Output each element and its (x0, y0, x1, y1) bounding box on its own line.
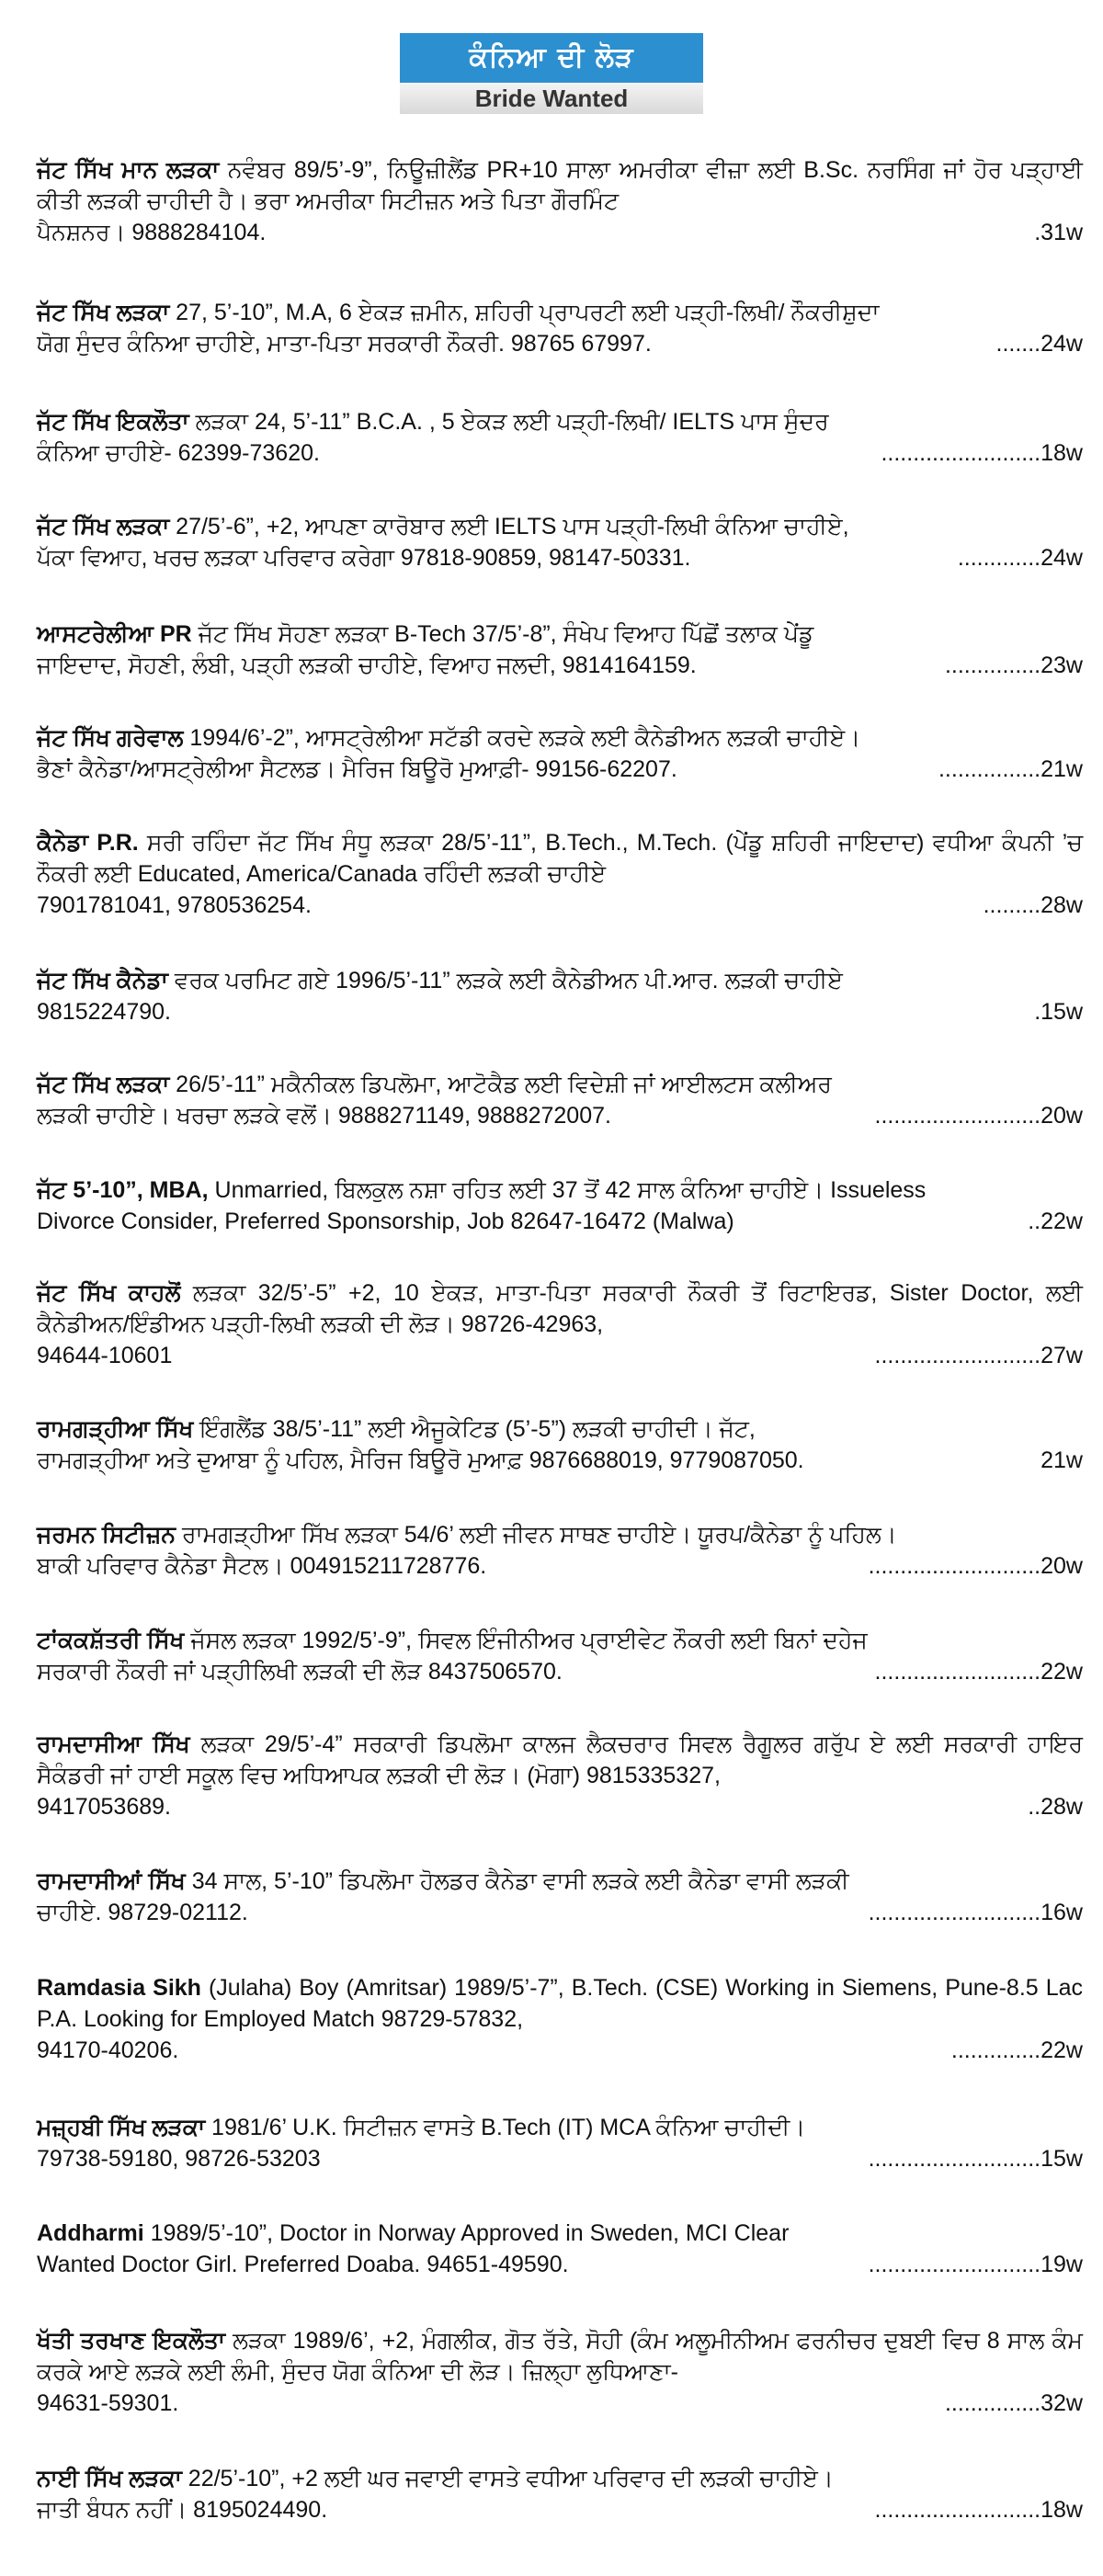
ad-entry (37, 1866, 1085, 1928)
ad-entry (37, 827, 1085, 921)
ad-body: ਲੜਕਾ 24, 5’-11” B.C.A. , 5 ਏਕੜ ਲਈ ਪੜ੍ਹੀ-ਲਿਖੀ/ IELTS ਪਾਸ ਸੁੰਦਰ (188, 409, 829, 435)
ad-code: 20w (1040, 1103, 1083, 1129)
ad-text (37, 1277, 1083, 1340)
ad-footer-line (37, 2249, 1083, 2280)
ad-heading: ਜੱਟ ਸਿੱਖ ਕੈਨੇਡਾ (37, 968, 168, 993)
ad-body: (Julaha) Boy (Amritsar) 1989/5’-7”, B.Tech. (CSE) Working in Siemens, Pune-8.5 Lac P.A. Looking for Employed Match 98729-57832, (37, 1975, 1084, 2032)
ad-contact: ਸਰਕਾਰੀ ਨੌਕਰੀ ਜਾਂ ਪੜ੍ਹੀਲਿਖੀ ਲੜਕੀ ਦੀ ਲੋੜ 8437506570. (37, 1659, 563, 1685)
ad-text (37, 511, 1083, 542)
ad-heading: ਰਾਮਦਾਸੀਆਂ ਸਿੱਖ (37, 1868, 186, 1894)
dot-leader: ........................... (868, 2252, 1041, 2277)
ad-body: 27, 5’-10”, M.A, 6 ਏਕੜ ਜ਼ਮੀਨ, ਸ਼ਹਿਰੀ ਪ੍ਰਾਪਰਟੀ ਲਈ ਪੜ੍ਹੀ-ਲਿਖੀ/ ਨੌਕਰੀਸ਼ੁਦਾ (169, 300, 880, 325)
ad-contact: 79738-59180, 98726-53203 (37, 2146, 321, 2172)
ad-code: 28w (1040, 1794, 1083, 1820)
ad-contact: 94644-10601 (37, 1343, 173, 1368)
ad-heading: ਜੱਟ ਸਿੱਖ ਲੜਕਾ (37, 300, 170, 325)
ad-code: 27w (1040, 1343, 1083, 1368)
ad-footer-line (37, 1656, 1083, 1687)
ad-entry (37, 297, 1085, 359)
ad-code: 22w (1040, 2037, 1083, 2063)
ad-body: ਨਵੰਬਰ 89/5’-9”, ਨਿਊਜ਼ੀਲੈਂਡ PR+10 ਸਾਲਾ ਅਮਰੀਕਾ ਵੀਜ਼ਾ ਲਈ B.Sc. ਨਰਸਿੰਗ ਜਾਂ ਹੋਰ ਪੜ੍ਹਾਈ ਕੀਤੀ ਲੜਕੀ ਚਾਹੀਦੀ ਹੈ। ਭਰਾ ਅਮਰੀਕਾ ਸਿਟੀਜ਼ਨ ਅਤੇ ਪਿਤਾ ਗੌਰਮਿੰਟ (37, 157, 1083, 214)
ad-contact: ਜਾਤੀ ਬੰਧਨ ਨਹੀਂ। 8195024490. (37, 2497, 328, 2523)
ad-code: 15w (1040, 2146, 1083, 2172)
ad-body: ਸਰੀ ਰਹਿੰਦਾ ਜੱਟ ਸਿੱਖ ਸੰਧੂ ਲੜਕਾ 28/5’-11”, B.Tech., M.Tech. (ਪੇਂਡੂ ਸ਼ਹਿਰੀ ਜਾਇਦਾਦ) ਵਧੀਆ ਕੰਪਨੀ ’ਚ ਨੌਕਰੀ ਲਈ Educated, America/Canada ਰਹਿੰਦੀ ਲੜਕੀ ਚਾਹੀਏ (37, 830, 1084, 887)
ad-body: 1981/6’ U.K. ਸਿਟੀਜ਼ਨ ਵਾਸਤੇ B.Tech (IT) MCA ਕੰਨਿਆ ਚਾਹੀਦੀ। (205, 2115, 806, 2140)
ad-heading: ਨਾਈ ਸਿੱਖ ਲੜਕਾ (37, 2466, 182, 2491)
ad-text (37, 2218, 1083, 2249)
ad-text (37, 1866, 1083, 1897)
ad-entry (37, 1972, 1085, 2066)
ad-body: ਲੜਕਾ 29/5’-4” ਸਰਕਾਰੀ ਡਿਪਲੋਮਾ ਕਾਲਜ ਲੈਕਚਰਾਰ ਸਿਵਲ ਰੈਗੂਲਰ ਗਰੁੱਪ ਏ ਲਈ ਸਰਕਾਰੀ ਹਾਇਰ ਸੈਕੰਡਰੀ ਜਾਂ ਹਾਈ ਸਕੂਲ ਵਿਚ ਅਧਿਆਪਕ ਲੜਕੀ ਦੀ ਲੋੜ। (ਮੋਗਾ) 9815335327, (37, 1731, 1083, 1788)
dot-leader: ............... (944, 2390, 1041, 2416)
ad-contact: ਪੈਨਸ਼ਨਰ। 9888284104. (37, 220, 267, 245)
dot-leader: .. (1028, 1794, 1041, 1820)
ad-footer-line (37, 2388, 1083, 2419)
ad-heading: ਜੱਟ ਸਿੱਖ ਲੜਕਾ (37, 1072, 170, 1097)
ad-code: 24w (1040, 331, 1083, 357)
dot-leader: ............... (944, 653, 1041, 678)
ad-code: 28w (1040, 892, 1083, 918)
ad-body: ਲੜਕਾ 1989/6’, +2, ਮੰਗਲੀਕ, ਗੋਤ ਰੱਤੇ, ਸੋਹੀ (ਕੰਮ ਅਲੂਮੀਨੀਅਮ ਫਰਨੀਚਰ ਦੁਬਈ ਵਿਚ 8 ਸਾਲ ਕੰਮ ਕਰਕੇ ਆਏ ਲੜਕੇ ਲਈ ਲੰਮੀ, ਸੁੰਦਰ ਯੋਗ ਕੰਨਿਆ ਦੀ ਲੋੜ। ਜ਼ਿਲ੍ਹਾ ਲੁਧਿਆਣਾ- (37, 2328, 1083, 2385)
ad-footer-line (37, 2494, 1083, 2525)
ad-footer-line (37, 650, 1083, 681)
ad-text (37, 827, 1083, 890)
ad-text (37, 1413, 1083, 1445)
ad-heading: Ramdasia Sikh (37, 1975, 201, 2001)
ad-contact: ਕੰਨਿਆ ਚਾਹੀਏ- 62399-73620. (37, 440, 320, 466)
ad-code: 18w (1040, 2497, 1083, 2523)
ad-contact: ਜਾਇਦਾਦ, ਸੋਹਣੀ, ਲੰਬੀ, ਪੜ੍ਹੀ ਲੜਕੀ ਚਾਹੀਏ, ਵਿਆਹ ਜਲਦੀ, 9814164159. (37, 653, 697, 678)
ad-entry (37, 722, 1085, 785)
ad-code: 20w (1040, 1553, 1083, 1579)
ad-footer-line (37, 1100, 1083, 1131)
ad-heading: ਮਜ਼੍ਹਬੀ ਸਿੱਖ ਲੜਕਾ (37, 2115, 206, 2140)
ad-footer-line (37, 2143, 1083, 2174)
ad-code: 21w (1040, 756, 1083, 782)
ad-text (37, 1972, 1083, 2035)
ad-heading: ਖੱਤੀ ਤਰਖਾਣ ਇਕਲੌਤਾ (37, 2328, 226, 2354)
section-title: ਕੰਨਿਆ ਦੀ ਲੋੜ (400, 33, 703, 83)
ad-entry (37, 1277, 1085, 1371)
ad-entry (37, 154, 1085, 248)
dot-leader: ........................... (868, 1900, 1041, 1925)
ad-code: 16w (1040, 1900, 1083, 1925)
ad-text (37, 1625, 1083, 1656)
ad-heading: ਜੱਟ ਸਿੱਖ ਇਕਲੌਤਾ (37, 409, 189, 435)
ad-heading: ਜੱਟ 5’-10”, MBA, (37, 1177, 209, 1203)
ad-body: ਲੜਕਾ 32/5’-5” +2, 10 ਏਕੜ, ਮਾਤਾ-ਪਿਤਾ ਸਰਕਾਰੀ ਨੌਕਰੀ ਤੋਂ ਰਿਟਾਇਰਡ, Sister Doctor, ਲਈ ਕੈਨੇਡੀਅਨ/ਇੰਡੀਅਨ ਪੜ੍ਹੀ-ਲਿਖੀ ਲੜਕੀ ਦੀ ਲੋੜ। 98726-42963, (37, 1280, 1083, 1337)
dot-leader: .......................... (874, 1343, 1041, 1368)
ad-code: 19w (1040, 2252, 1083, 2277)
ad-contact: 94631-59301. (37, 2390, 179, 2416)
ad-body: ਜੱਟ ਸਿੱਖ ਸੋਹਣਾ ਲੜਕਾ B-Tech 37/5’-8”, ਸੰਖੇਪ ਵਿਆਹ ਪਿੱਛੋਂ ਤਲਾਕ ਪੇਂਡੂ (191, 621, 814, 647)
ad-body: ਵਰਕ ਪਰਮਿਟ ਗਏ 1996/5’-11” ਲੜਕੇ ਲਈ ਕੈਨੇਡੀਅਨ ਪੀ.ਆਰ. ਲੜਕੀ ਚਾਹੀਏ (167, 968, 843, 993)
ad-contact: 9815224790. (37, 999, 171, 1025)
ad-code: 22w (1040, 1659, 1083, 1685)
ad-footer-line (37, 996, 1083, 1027)
ad-footer-line (37, 328, 1083, 359)
ad-contact: ਪੱਕਾ ਵਿਆਹ, ਖਰਚ ਲੜਕਾ ਪਰਿਵਾਰ ਕਰੇਗਾ 97818-90859, 98147-50331. (37, 545, 691, 571)
ad-body: ਇੰਗਲੈਂਡ 38/5’-11” ਲਈ ਐਜੂਕੇਟਿਡ (5’-5”) ਲੜਕੀ ਚਾਹੀਦੀ। ਜੱਟ, (193, 1416, 756, 1442)
ad-contact: ਚਾਹੀਏ. 98729-02112. (37, 1900, 248, 1925)
ad-text (37, 406, 1083, 437)
ad-heading: ਜੱਟ ਸਿੱਖ ਕਾਹਲੋਂ (37, 1280, 181, 1306)
ad-entry (37, 1069, 1085, 1131)
ad-entry (37, 2218, 1085, 2280)
ad-text (37, 965, 1083, 996)
ad-footer-line (37, 1791, 1083, 1822)
ad-entry (37, 618, 1085, 681)
ad-code: 22w (1040, 1209, 1083, 1234)
dot-leader: .......................... (874, 1103, 1041, 1129)
ad-code: 24w (1040, 545, 1083, 571)
ad-footer-line (37, 1340, 1083, 1371)
ad-contact: ਭੈਣਾਂ ਕੈਨੇਡਾ/ਆਸਟ੍ਰੇਲੀਆ ਸੈਟਲਡ। ਮੈਰਿਜ ਬਿਊਰੋ ਮੁਆਫ਼ੀ- 99156-62207. (37, 756, 677, 782)
ad-heading: ਰਾਮਦਾਸੀਆ ਸਿੱਖ (37, 1731, 190, 1757)
ad-contact: Wanted Doctor Girl. Preferred Doaba. 94651-49590. (37, 2252, 569, 2277)
ad-footer-line (37, 1550, 1083, 1582)
dot-leader: ................ (938, 756, 1041, 782)
ad-entry (37, 1413, 1085, 1476)
ad-text (37, 1069, 1083, 1100)
ad-contact: 7901781041, 9780536254. (37, 892, 312, 918)
ad-heading: ਜੱਟ ਸਿੱਖ ਲੜਕਾ (37, 514, 170, 539)
ad-contact: ਰਾਮਗੜ੍ਹੀਆ ਅਤੇ ਦੁਆਬਾ ਨੂੰ ਪਹਿਲ, ਮੈਰਿਜ ਬਿਊਰੋ ਮੁਆਫ਼ 9876688019, 9779087050. (37, 1447, 804, 1473)
ad-text (37, 154, 1083, 217)
ad-code: .31w (1034, 220, 1083, 245)
ad-contact: ਲੜਕੀ ਚਾਹੀਏ। ਖਰਚਾ ਲੜਕੇ ਵਲੋਂ। 9888271149, 9888272007. (37, 1103, 611, 1129)
ad-text (37, 2463, 1083, 2494)
ad-entry (37, 2463, 1085, 2525)
ad-contact: ਬਾਕੀ ਪਰਿਵਾਰ ਕੈਨੇਡਾ ਸੈਟਲ। 004915211728776. (37, 1553, 487, 1579)
ad-heading: ਆਸਟਰੇਲੀਆ PR (37, 621, 192, 647)
ad-heading: Addharmi (37, 2220, 144, 2246)
ad-text (37, 1729, 1083, 1791)
ad-contact: 94170-40206. (37, 2037, 179, 2063)
ad-footer-line (37, 437, 1083, 469)
ad-footer-line (37, 754, 1083, 785)
dot-leader: ....... (995, 331, 1041, 357)
ad-entry (37, 965, 1085, 1027)
ad-entry (37, 511, 1085, 573)
ad-heading: ਜੱਟ ਸਿੱਖ ਮਾਨ ਲੜਕਾ (37, 157, 220, 183)
ad-entry (37, 1729, 1085, 1822)
dot-leader: ......................... (881, 440, 1041, 466)
dot-leader: ......... (983, 892, 1041, 918)
ad-body: Unmarried, ਬਿਲਕੁਲ ਨਸ਼ਾ ਰਹਿਤ ਲਈ 37 ਤੋਂ 42 ਸਾਲ ਕੰਨਿਆ ਚਾਹੀਏ। Issueless (208, 1177, 927, 1203)
ad-body: ਜੱਸਲ ਲੜਕਾ 1992/5’-9”, ਸਿਵਲ ਇੰਜੀਨੀਅਰ ਪ੍ਰਾਈਵੇਟ ਨੌਕਰੀ ਲਈ ਬਿਨਾਂ ਦਹੇਜ (184, 1628, 868, 1653)
ad-body: 1989/5’-10”, Doctor in Norway Approved in Sweden, MCI Clear (143, 2220, 790, 2246)
ad-body: 26/5’-11” ਮਕੈਨੀਕਲ ਡਿਪਲੋਮਾ, ਆਟੋਕੈਡ ਲਈ ਵਿਦੇਸ਼ੀ ਜਾਂ ਆਈਲਟਸ ਕਲੀਅਰ (169, 1072, 832, 1097)
dot-leader: ........................... (868, 2146, 1041, 2172)
ad-footer-line (37, 217, 1083, 248)
ad-footer-line (37, 890, 1083, 921)
ad-code: 23w (1040, 653, 1083, 678)
dot-leader: .......................... (874, 2497, 1041, 2523)
ad-heading: ਜੱਟ ਸਿੱਖ ਗਰੇਵਾਲ (37, 725, 184, 751)
ad-footer-line (37, 2035, 1083, 2066)
ad-heading: ਜਰਮਨ ਸਿਟੀਜ਼ਨ (37, 1522, 176, 1548)
ad-entry (37, 2112, 1085, 2174)
ad-text (37, 2112, 1083, 2143)
ad-text (37, 1519, 1083, 1550)
ad-text (37, 2325, 1083, 2388)
ad-footer-line (37, 542, 1083, 573)
ad-footer-line (37, 1206, 1083, 1237)
ad-code: 18w (1040, 440, 1083, 466)
ad-body: 22/5’-10”, +2 ਲਈ ਘਰ ਜਵਾਈ ਵਾਸਤੇ ਵਧੀਆ ਪਰਿਵਾਰ ਦੀ ਲੜਕੀ ਚਾਹੀਏ। (181, 2466, 834, 2491)
ad-code: .15w (1034, 999, 1083, 1025)
ad-body: 34 ਸਾਲ, 5’-10” ਡਿਪਲੋਮਾ ਹੋਲਡਰ ਕੈਨੇਡਾ ਵਾਸੀ ਲੜਕੇ ਲਈ ਕੈਨੇਡਾ ਵਾਸੀ ਲੜਕੀ (185, 1868, 849, 1894)
dot-leader: ............. (957, 545, 1041, 571)
section-header (0, 33, 1103, 114)
ad-text (37, 722, 1083, 754)
ad-contact: Divorce Consider, Preferred Sponsorship, Job 82647-16472 (Malwa) (37, 1209, 734, 1234)
ad-body: ਰਾਮਗੜ੍ਹੀਆ ਸਿੱਖ ਲੜਕਾ 54/6’ ਲਈ ਜੀਵਨ ਸਾਥਣ ਚਾਹੀਏ। ਯੂਰਪ/ਕੈਨੇਡਾ ਨੂੰ ਪਹਿਲ। (176, 1522, 897, 1548)
ad-entry (37, 1519, 1085, 1582)
ad-entry (37, 1625, 1085, 1687)
ad-text (37, 1175, 1083, 1206)
ad-footer-line (37, 1897, 1083, 1928)
ad-contact: 9417053689. (37, 1794, 171, 1820)
ad-entry (37, 1175, 1085, 1237)
ad-code: 21w (1040, 1447, 1083, 1473)
ad-contact: ਯੋਗ ਸੁੰਦਰ ਕੰਨਿਆ ਚਾਹੀਏ, ਮਾਤਾ-ਪਿਤਾ ਸਰਕਾਰੀ ਨੌਕਰੀ. 98765 67997. (37, 331, 652, 357)
ad-body: 27/5’-6”, +2, ਆਪਣਾ ਕਾਰੋਬਾਰ ਲਈ IELTS ਪਾਸ ਪੜ੍ਹੀ-ਲਿਖੀ ਕੰਨਿਆ ਚਾਹੀਏ, (169, 514, 849, 539)
ad-heading: ਟਾਂਕਕਸ਼ੱਤਰੀ ਸਿੱਖ (37, 1628, 185, 1653)
dot-leader: .......................... (874, 1659, 1041, 1685)
ad-entry (37, 406, 1085, 469)
dot-leader: ........................... (868, 1553, 1041, 1579)
ad-footer-line (37, 1445, 1083, 1476)
section-subtitle: Bride Wanted (400, 83, 703, 114)
dot-leader: .. (1028, 1209, 1041, 1234)
ad-heading: ਕੈਨੇਡਾ P.R. (37, 830, 139, 856)
ad-text (37, 297, 1083, 328)
ad-code: 32w (1040, 2390, 1083, 2416)
ad-text (37, 618, 1083, 650)
ad-heading: ਰਾਮਗੜ੍ਹੀਆ ਸਿੱਖ (37, 1416, 194, 1442)
ad-entry (37, 2325, 1085, 2419)
ad-body: 1994/6’-2”, ਆਸਟ੍ਰੇਲੀਆ ਸਟੱਡੀ ਕਰਦੇ ਲੜਕੇ ਲਈ ਕੈਨੇਡੀਅਨ ਲੜਕੀ ਚਾਹੀਏ। (183, 725, 861, 751)
dot-leader: .............. (950, 2037, 1041, 2063)
